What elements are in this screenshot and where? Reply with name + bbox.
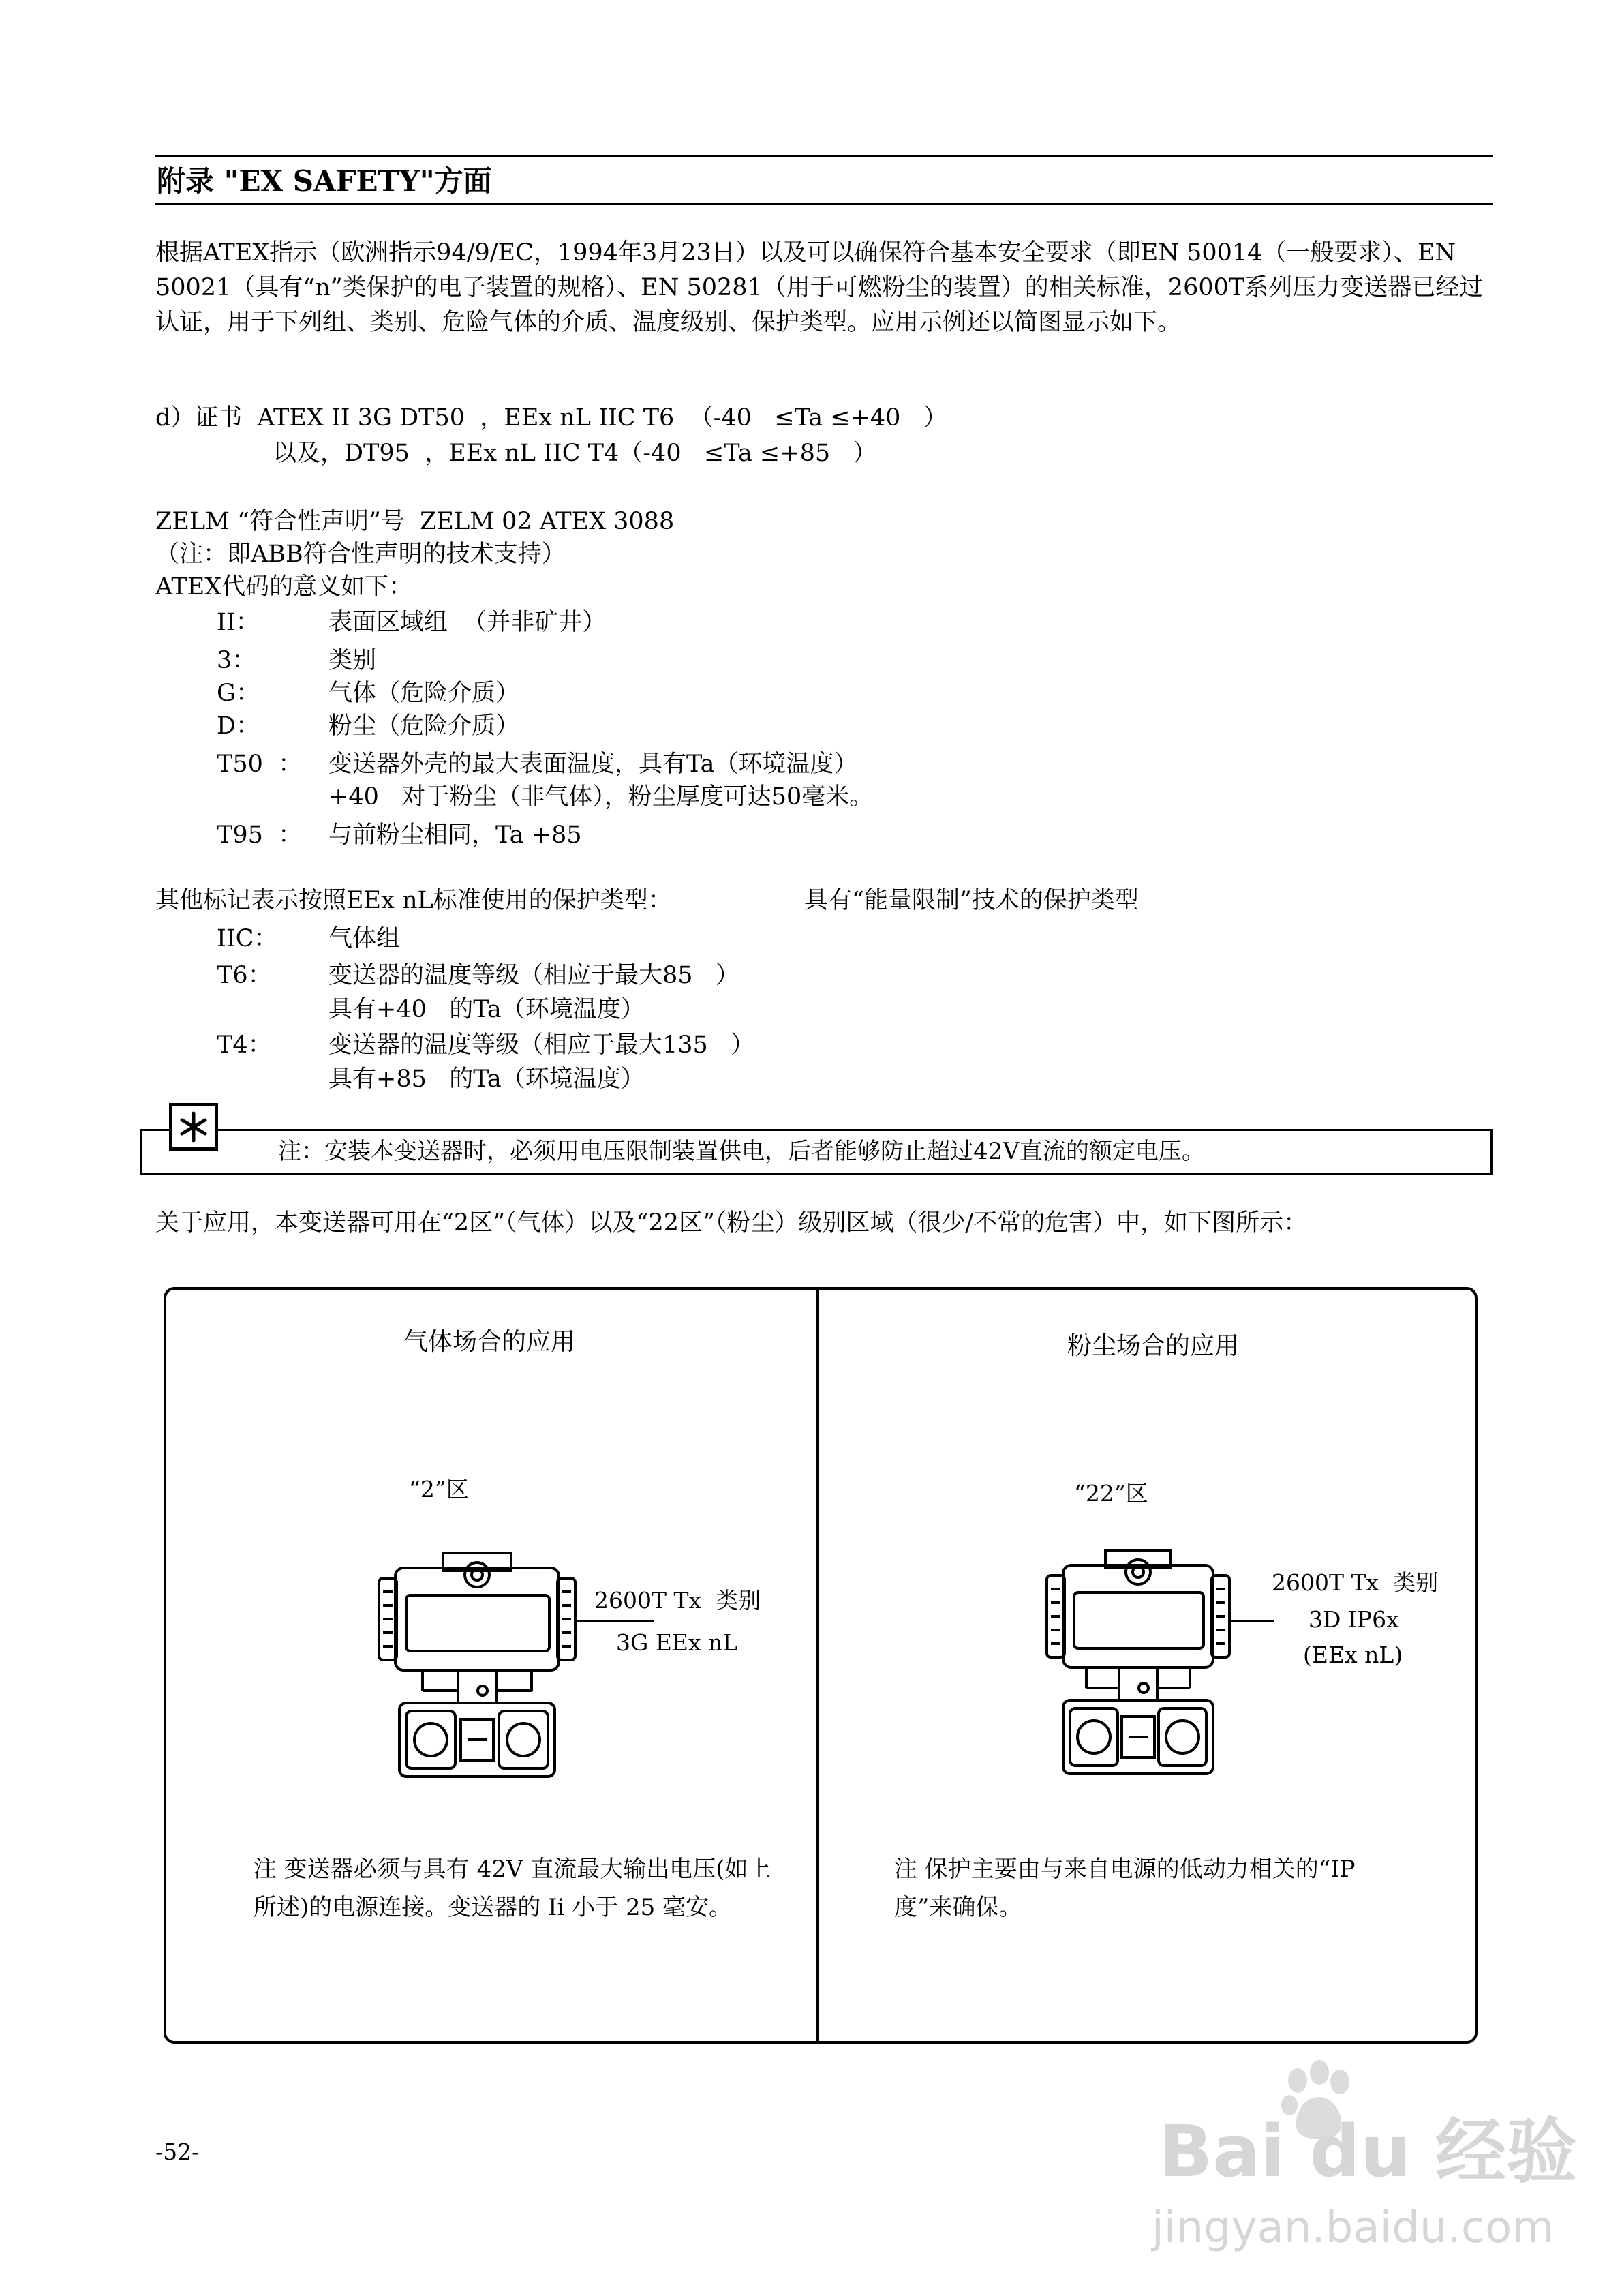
dust-panel-note: 注 保护主要由与来自电源的低动力相关的“IP 度”来确保。 — [894, 1856, 1356, 1921]
gas-panel-note: 注 变送器必须与具有 42V 直流最大输出电压(如上所述)的电源连接。变送器的 Ii 小于 25 毫安。 — [254, 1856, 771, 1921]
code-value-t50-2: +40 对于粉尘（非气体），粉尘厚度可达50毫米。 — [328, 783, 874, 811]
page-number: -52- — [155, 2139, 200, 2165]
certificate-line-1: d）证书 ATEX II 3G DT50 ，EEx nL IIC T6 （-40 ≤Ta ≤+40 ） — [155, 404, 947, 432]
code-value-3: 类别 — [328, 647, 377, 674]
gas-device-label-1: 2600T Tx 类别 — [594, 1587, 761, 1614]
code-key-t50: T50 ： — [217, 751, 303, 778]
code-value-t6-1: 变送器的温度等级（相应于最大85 ） — [328, 962, 739, 989]
code-key-t95: T95 ： — [217, 821, 303, 849]
intro-paragraph: 根据ATEX指示（欧洲指示94/9/EC，1994年3月23日）以及可以确保符合基本安全要求（即EN 50014（一般要求）、EN 50021（具有“n”类保护的电子装置的规格）、EN 50281（用于可燃粉尘的装置）的相关标准，2600T系列压力变送器已经过认证，用于下列组、类别、危险气体的介质、温度级别、保护类型。应用示例还以简图显示如下。 — [155, 239, 1484, 336]
code-value-t50-1: 变送器外壳的最大表面温度，具有Ta（环境温度） — [328, 751, 858, 778]
gas-device-label-2: 3G EEx nL — [616, 1629, 738, 1656]
code-value-d: 粉尘（危险介质） — [328, 712, 520, 740]
asterisk-box-icon — [169, 1103, 218, 1151]
code-value-t6-2: 具有+40 的Ta（环境温度） — [328, 996, 645, 1023]
watermark-url: jingyan.baidu.com — [1152, 2203, 1555, 2253]
zelm-line-2: （注：即ABB符合性声明的技术支持） — [155, 541, 566, 568]
other-marks-intro-right: 具有“能量限制”技术的保护类型 — [804, 887, 1139, 914]
application-paragraph: 关于应用，本变送器可用在“2区”（气体）以及“22区”（粉尘）级别区域（很少/不常的危害）中，如下图所示： — [155, 1209, 1308, 1237]
code-key-t4: T4： — [217, 1031, 272, 1059]
zelm-line-1: ZELM “符合性声明”号 ZELM 02 ATEX 3088 — [155, 508, 675, 535]
header-rule-top — [155, 155, 1493, 157]
code-key-iic: IIC： — [217, 925, 278, 952]
figure-divider — [816, 1287, 819, 2044]
zelm-line-3: ATEX代码的意义如下： — [155, 573, 413, 601]
code-key-t6: T6： — [217, 962, 272, 989]
code-key-g: G： — [217, 680, 260, 707]
code-key-3: 3： — [217, 647, 256, 674]
page-title: 附录 "EX SAFETY"方面 — [157, 164, 492, 198]
code-value-t95: 与前粉尘相同，Ta +85 — [328, 821, 582, 849]
watermark-brand: Bai du 经验 — [1159, 2110, 1577, 2193]
dust-device-label-3: (EEx nL) — [1303, 1642, 1403, 1668]
code-value-ii: 表面区域组 （并非矿井） — [328, 609, 607, 636]
gas-transmitter-drawing — [368, 1541, 661, 1786]
code-value-iic: 气体组 — [328, 925, 401, 952]
code-value-t4-2: 具有+85 的Ta（环境温度） — [328, 1066, 645, 1093]
note-text: 注：安装本变送器时，必须用电压限制装置供电，后者能够防止超过42V直流的额定电压。 — [278, 1138, 1205, 1165]
code-value-g: 气体（危险介质） — [328, 680, 520, 707]
dust-device-label-2: 3D IP6x — [1309, 1606, 1399, 1633]
dust-device-label-1: 2600T Tx 类别 — [1272, 1569, 1439, 1596]
code-key-ii: II： — [217, 609, 260, 636]
code-key-d: D： — [217, 712, 260, 740]
header-rule-bottom — [155, 203, 1493, 205]
other-marks-intro: 其他标记表示按照EEx nL标准使用的保护类型： — [155, 887, 672, 914]
dust-zone-label: “22”区 — [1074, 1480, 1148, 1507]
code-value-t4-1: 变送器的温度等级（相应于最大135 ） — [328, 1031, 755, 1059]
dust-panel-title: 粉尘场合的应用 — [1067, 1332, 1240, 1360]
gas-zone-label: “2”区 — [409, 1476, 469, 1502]
dust-transmitter-drawing — [1036, 1538, 1281, 1783]
gas-panel-title: 气体场合的应用 — [403, 1328, 576, 1356]
certificate-line-2: 以及，DT95 ，EEx nL IIC T4（-40 ≤Ta ≤+85 ） — [273, 440, 877, 467]
